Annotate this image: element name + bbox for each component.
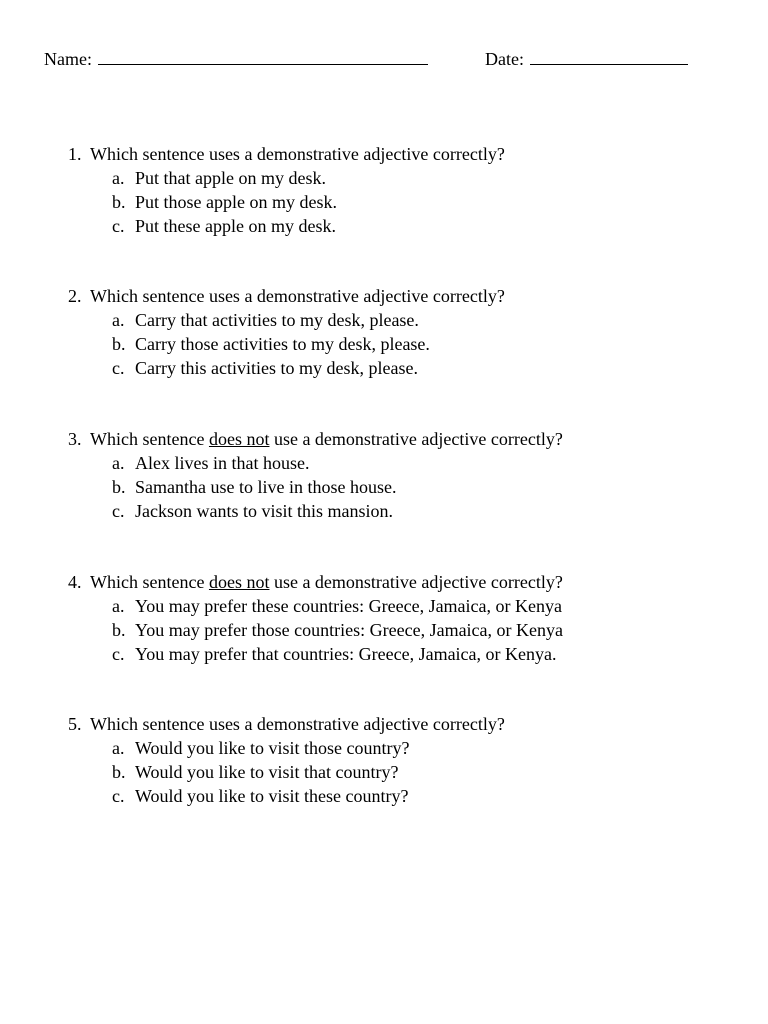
option-text: Jackson wants to visit this mansion. [135, 501, 393, 521]
answer-option-b[interactable] [68, 475, 748, 499]
option-letter: b. [112, 334, 126, 354]
answer-option-a[interactable] [68, 736, 748, 760]
name-label: Name: [44, 49, 92, 69]
answer-option-c[interactable] [68, 499, 748, 523]
option-letter: c. [112, 358, 125, 378]
question-number: 4. [68, 572, 82, 592]
question-4 [68, 570, 748, 666]
option-text: Would you like to visit those country? [135, 738, 410, 758]
question-number: 2. [68, 286, 82, 306]
option-letter: c. [112, 501, 125, 521]
question-text: Which sentence uses a demonstrative adjective correctly? [90, 144, 505, 164]
question-5 [68, 712, 748, 808]
option-letter: c. [112, 216, 125, 236]
worksheet-header [44, 46, 744, 72]
answer-option-c[interactable] [68, 356, 748, 380]
option-text: You may prefer that countries: Greece, Jamaica, or Kenya. [135, 644, 557, 664]
question-prompt [68, 712, 748, 736]
option-letter: c. [112, 786, 125, 806]
question-emphasis: does not [208, 429, 270, 449]
option-text: Samantha use to live in those house. [135, 477, 397, 497]
answer-option-a[interactable] [68, 451, 748, 475]
option-letter: a. [112, 738, 125, 758]
answer-option-c[interactable] [68, 214, 748, 238]
question-prompt [68, 142, 748, 166]
option-text: Carry this activities to my desk, please. [135, 358, 418, 378]
question-prompt [68, 284, 748, 308]
question-prompt [68, 570, 748, 594]
question-number: 1. [68, 144, 82, 164]
question-text: Which sentence does not use a demonstrative adjective correctly? [90, 429, 563, 449]
option-text: Put these apple on my desk. [135, 216, 336, 236]
question-prompt [68, 427, 748, 451]
option-text: Would you like to visit these country? [135, 786, 409, 806]
option-letter: b. [112, 477, 126, 497]
question-2 [68, 284, 748, 380]
option-letter: a. [112, 596, 125, 616]
question-text: Which sentence does not use a demonstrative adjective correctly? [90, 572, 563, 592]
option-text: Put that apple on my desk. [135, 168, 326, 188]
option-text: You may prefer those countries: Greece, Jamaica, or Kenya [135, 620, 564, 640]
answer-option-b[interactable] [68, 190, 748, 214]
answer-option-b[interactable] [68, 618, 748, 642]
name-field[interactable] [44, 46, 428, 72]
date-blank-line[interactable] [530, 46, 688, 65]
option-letter: a. [112, 453, 125, 473]
question-number: 3. [68, 429, 82, 449]
option-letter: b. [112, 762, 126, 782]
option-text: Would you like to visit that country? [135, 762, 399, 782]
option-letter: b. [112, 620, 126, 640]
question-emphasis: does not [208, 572, 270, 592]
answer-option-a[interactable] [68, 308, 748, 332]
option-text: Carry those activities to my desk, please. [135, 334, 430, 354]
question-1 [68, 142, 748, 238]
option-letter: a. [112, 310, 125, 330]
option-text: Alex lives in that house. [135, 453, 310, 473]
option-letter: b. [112, 192, 126, 212]
answer-option-b[interactable] [68, 760, 748, 784]
answer-option-b[interactable] [68, 332, 748, 356]
question-text: Which sentence uses a demonstrative adjective correctly? [90, 714, 505, 734]
option-letter: a. [112, 168, 125, 188]
date-field[interactable] [485, 46, 688, 72]
date-label: Date: [485, 49, 524, 69]
answer-option-a[interactable] [68, 594, 748, 618]
question-number: 5. [68, 714, 82, 734]
answer-option-a[interactable] [68, 166, 748, 190]
option-text: You may prefer these countries: Greece, Jamaica, or Kenya [135, 596, 562, 616]
answer-option-c[interactable] [68, 642, 748, 666]
answer-option-c[interactable] [68, 784, 748, 808]
question-text: Which sentence uses a demonstrative adjective correctly? [90, 286, 505, 306]
name-blank-line[interactable] [98, 46, 428, 65]
option-text: Put those apple on my desk. [135, 192, 337, 212]
option-text: Carry that activities to my desk, please. [135, 310, 419, 330]
option-letter: c. [112, 644, 125, 664]
question-3 [68, 427, 748, 523]
